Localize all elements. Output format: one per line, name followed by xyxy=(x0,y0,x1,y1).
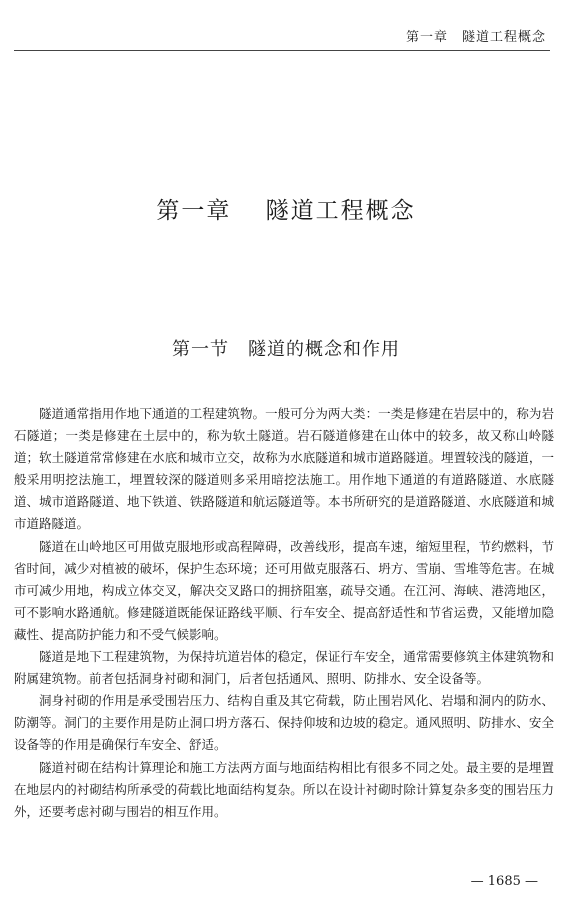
paragraph: 隧道在山岭地区可用做克服地形或高程障碍，改善线形，提高车速，缩短里程，节约燃料，节省时间，减少对植被的破坏，保护生态环境；还可用做克服落石、坍方、雪崩、雪堆等危害。在城市可减少用地，构成立体交叉，解决交叉路口的拥挤阻塞，疏导交通。在江河、海峡、港湾地区，可不影响水路通航。修建隧道既能保证路线平顺、行车安全、提高舒适性和节省运费，又能增加隐藏性、提高防护能力和不受气候影响。 xyxy=(14,538,554,642)
running-header: 第一章 隧道工程概念 xyxy=(405,30,546,45)
header-divider xyxy=(14,50,550,51)
section-title: 第一节 隧道的概念和作用 xyxy=(172,339,400,360)
chapter-title: 第一章 隧道工程概念 xyxy=(156,198,416,224)
paragraph: 隧道通常指用作地下通道的工程建筑物。一般可分为两大类：一类是修建在岩层中的，称为岩石隧道；一类是修建在土层中的，称为软土隧道。岩石隧道修建在山体中的较多，故又称山岭隧道；软土隧道常常修建在水底和城市立交，故称为水底隧道和城市道路隧道。埋置较浅的隧道，一般采用明挖法施工，埋置较深的隧道则多采用暗挖法施工。用作地下通道的有道路隧道、水底隧道、城市道路隧道、地下铁道、铁路隧道和航运隧道等。本书所研究的是道路隧道、水底隧道和城市道路隧道。 xyxy=(14,406,554,532)
page-number: — 1685 — xyxy=(470,874,538,889)
paragraph: 隧道是地下工程建筑物，为保持坑道岩体的稳定，保证行车安全，通常需要修筑主体建筑物和附属建筑物。前者包括洞身衬砌和洞门，后者包括通风、照明、防排水、安全设备等。 xyxy=(14,649,554,687)
body-text xyxy=(14,403,554,823)
paragraph: 隧道衬砌在结构计算理论和施工方法两方面与地面结构相比有很多不同之处。最主要的是埋置在地层内的衬砌结构所承受的荷载比地面结构复杂。所以在设计衬砌时除计算复杂多变的围岩压力外，还要考虑衬砌与围岩的相互作用。 xyxy=(14,759,554,819)
paragraph: 洞身衬砌的作用是承受围岩压力、结构自重及其它荷载，防止围岩风化、岩塌和洞内的防水、防潮等。洞门的主要作用是防止洞口坍方落石、保持仰坡和边坡的稳定。通风照明、防排水、安全设备等的作用是确保行车安全、舒适。 xyxy=(14,693,554,753)
